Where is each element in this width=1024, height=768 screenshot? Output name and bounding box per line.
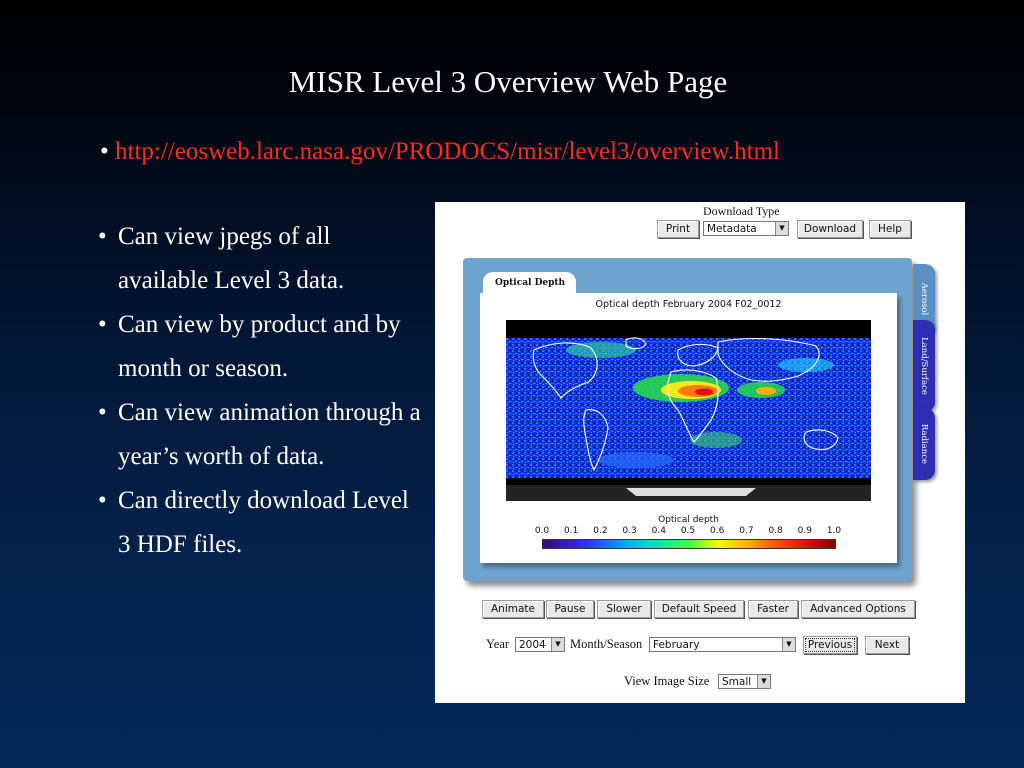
legend-tick-label: 0.2	[593, 526, 608, 536]
bullet-item: • Can view by product and by month or season.	[98, 303, 423, 391]
year-value: 2004	[519, 639, 546, 651]
image-size-select[interactable]	[718, 674, 771, 689]
map-caption: Optical depth February 2004 F02_0012	[595, 299, 782, 310]
legend-tick-label: 1.0	[826, 526, 842, 536]
legend-tick-label: 0.6	[710, 526, 725, 536]
animate-button[interactable]: Animate	[482, 600, 544, 618]
faster-button[interactable]: Faster	[748, 600, 798, 618]
bullet-item: • Can directly download Level 3 HDF files.	[98, 479, 423, 567]
legend-tick-label: 0.0	[534, 526, 550, 536]
bullet-item: • Can view jpegs of all available Level 3 data.	[98, 215, 423, 303]
legend-tick-label: 0.8	[768, 526, 783, 536]
bullet-marker: •	[100, 138, 109, 165]
legend-tick-label: 0.5	[680, 526, 696, 536]
help-button[interactable]: Help	[869, 220, 911, 238]
year-label: Year	[486, 637, 510, 651]
chevron-down-icon: ▼	[551, 638, 564, 651]
optical-depth-colorbar	[542, 539, 836, 549]
slide-title: MISR Level 3 Overview Web Page	[288, 64, 728, 99]
download-type-label: Download Type	[703, 204, 780, 218]
legend-tick-label: 0.7	[739, 526, 754, 536]
print-button[interactable]: Print	[657, 220, 699, 238]
previous-button[interactable]: Previous	[803, 636, 857, 654]
legend-tick-label: 0.1	[564, 526, 579, 536]
feature-bullet-list	[98, 215, 423, 567]
download-type-select[interactable]	[703, 221, 789, 236]
chevron-down-icon: ▼	[782, 638, 795, 651]
legend-tick-label: 0.9	[797, 526, 812, 536]
tab-radiance-label: Radiance	[919, 423, 929, 465]
tab-land-surface-label: Land/Surface	[919, 337, 929, 395]
bullet-item: • Can view animation through a year’s worth of data.	[98, 391, 423, 479]
download-button[interactable]: Download	[797, 220, 863, 238]
web-page-screenshot	[435, 202, 965, 703]
tab-land-surface[interactable]	[913, 320, 935, 412]
optical-depth-world-map	[506, 320, 871, 501]
chevron-down-icon: ▼	[757, 675, 770, 688]
month-season-select[interactable]	[649, 637, 796, 652]
url-bullet-line	[100, 138, 780, 166]
month-season-label: Month/Season	[570, 637, 643, 651]
overview-url-link[interactable]: http://eosweb.larc.nasa.gov/PRODOCS/misr/level3/overview.html	[115, 138, 780, 165]
legend-tick-label: 0.3	[622, 526, 637, 536]
image-content-area	[480, 293, 897, 563]
slower-button[interactable]: Slower	[597, 600, 651, 618]
legend-title: Optical depth	[658, 515, 719, 525]
default-speed-button[interactable]: Default Speed	[654, 600, 744, 618]
image-size-label: View Image Size	[624, 674, 710, 688]
chevron-down-icon: ▼	[775, 222, 788, 235]
download-type-value: Metadata	[707, 223, 757, 235]
year-select[interactable]	[515, 637, 565, 652]
image-size-value: Small	[722, 676, 752, 688]
month-season-value: February	[653, 639, 700, 651]
tab-optical-depth[interactable]: Optical Depth	[483, 272, 576, 294]
legend-tick-label: 0.4	[651, 526, 666, 536]
tab-aerosol-label: Aerosol	[919, 282, 929, 316]
next-button[interactable]: Next	[865, 636, 909, 654]
pause-button[interactable]: Pause	[546, 600, 594, 618]
tab-radiance[interactable]	[913, 408, 935, 480]
advanced-options-button[interactable]: Advanced Options	[801, 600, 915, 618]
